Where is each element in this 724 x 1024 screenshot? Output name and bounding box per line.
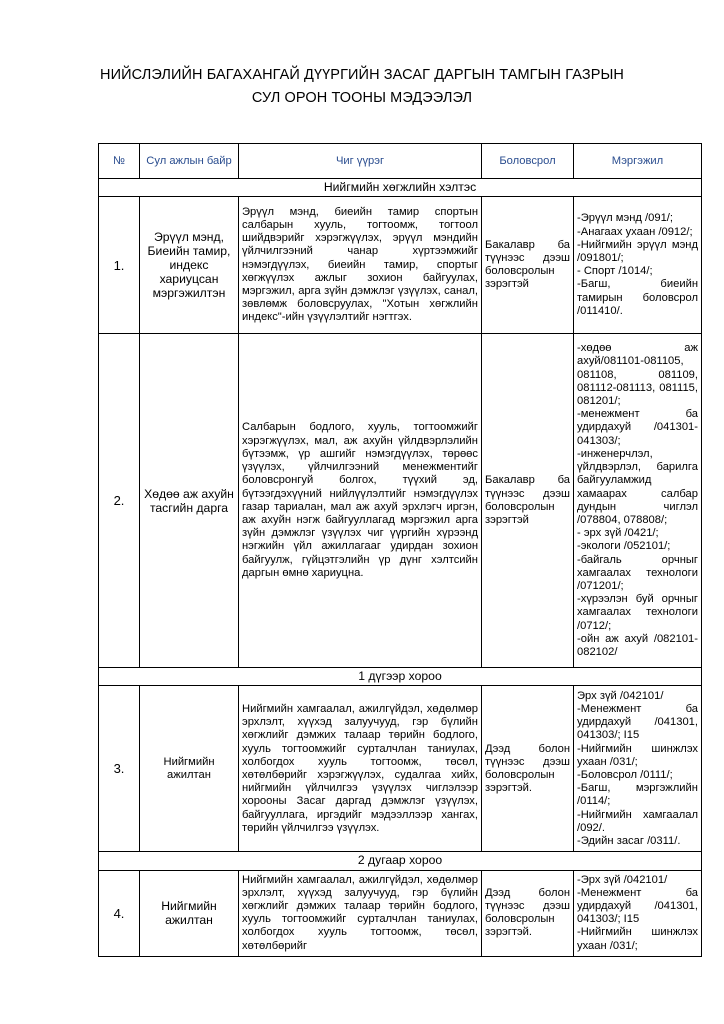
specialty-line: -Боловсрол /0111/; [577,768,673,781]
specialty-line: -Нийгмийн эрүүл мэнд /091801/; [577,238,698,264]
row-number: 2. [99,334,140,668]
row-duty: Салбарын бодлого, хууль, тогтоомжийг хэрэгжүүлэх, мал, аж ахуйн үйлдвэрлэлийн бүтээмж, үр ашгийг нэмэгдүүлэх, төрөөс үзүүлэх, үйлчилгээний менежментийг боловсронгуй болгох, түүхий эд, бүтээгдэхүүний нийлүүлэлтийг нэмэгдүүлэх газар тариалан, мал аж ахуй эрхлэгч иргэн, аж ахуйн нэгж байгууллагад мэргэжил арга зүйн дэмжлэг үзүүлэх чиг үүргийн хүрээнд нэгжийн үйл ажиллагааг удирдан зохион байгуулж, гүйцэтгэлийн үр дүнг хэлтсийн даргын өмнө хариуцна. [239,334,482,668]
row-duty: Эрүүл мэнд, биеийн тамир спортын салбарын хууль, тогтоомж, тогтоол шийдвэрийг хэрэгжүүлэх, эрүүл мэндийн үйлчилгээний чанар хүртээмжийг нэмэгдүүлэх, биеийн тамир, спортыг хөгжүүлэх ажлыг зохион байгуулах, мэргэжил, арга зүйн дэмжлэг үзүүлэх, санал, зөвлөмж боловсруулах, "Хотын хөгжлийн индекс"-ийн үзүүлэлтийг нэгтгэх. [239,197,482,334]
header-duty: Чиг үүрэг [239,144,482,179]
header-num: № [99,144,140,179]
row-position: Хөдөө аж ахуйн тасгийн дарга [140,334,239,668]
row-position: Нийгмийн ажилтан [140,870,239,956]
row-position: Нийгмийн ажилтан [140,686,239,852]
row-specialty [574,686,702,852]
specialty-line: -Менежмент ба удирдахуй /041301, 041303/; I15 [577,702,698,742]
header-specialty: Мэргэжил [574,144,702,179]
table-row [99,334,702,668]
section-row [99,668,702,686]
specialty-line: - эрх зүй /0421/; [577,527,659,540]
specialty-line: -экологи /052101/; [577,540,671,553]
section-row [99,179,702,197]
row-education: Бакалавр ба түүнээс дээш боловсролын зэрэгтэй [482,334,574,668]
vacancy-table [98,143,702,957]
header-education: Боловсрол [482,144,574,179]
row-duty: Нийгмийн хамгаалал, ажилгүйдэл, хөдөлмөр эрхлэлт, хүүхэд залуучууд, гэр бүлийн хөгжлийг дэмжих талаар төрийн бодлого, хууль тогтоомжийг сурталчлан таниулах, холбогдох хууль тогтоомж, төсөл, хөтөлбөрийг [239,870,482,956]
table-row [99,870,702,956]
specialty-line: - Спорт /1014/; [577,265,653,278]
row-specialty [574,870,702,956]
row-education: Бакалавр ба түүнээс дээш боловсролын зэрэгтэй [482,197,574,334]
table-row [99,197,702,334]
specialty-line: -Багш, биеийн тамирын боловсрол /011410/. [577,278,698,317]
table-header-row [99,144,702,179]
specialty-line: -Менежмент ба удирдахуй /041301, 041303/; I15 [577,886,698,926]
specialty-line: -инженерчлэл, үйлдвэрлэл, барилга байгууламжид хамаарах салбар дундын чиглэл /078804, 078808/; [577,447,698,526]
row-duty: Нийгмийн хамгаалал, ажилгүйдэл, хөдөлмөр эрхлэлт, хүүхэд залуучууд, гэр бүлийн хөгжлийг дэмжих талаар төрийн бодлого, хууль тогтоомжийг сурталчлан таниулах, холбогдох хууль тогтоомж, төсөл, хөтөлбөрийг хэрэгжүүлэх, судалгаа хийх, нийгмийн үйлчилгээ үзүүлэх чиглэлээр хорооны Засаг даргад дэмжлэг үзүүлэх, байгууллага, иргэдийг мэдээллээр хангах, төрийн үйлчилгээ үзүүлэх. [239,686,482,852]
specialty-line: -ойн аж ахуй /082101-082102/ [577,632,698,658]
specialty-line: -Нийгмийн шинжлэх ухаан /031/; [577,742,698,768]
specialty-line: -Эрх зүй /042101/ [577,873,668,886]
section-title: Нийгмийн хөгжлийн хэлтэс [99,179,702,197]
row-number: 1. [99,197,140,334]
document-title [0,64,724,110]
section-title: 2 дугаар хороо [99,852,702,870]
specialty-line: -Анагаах ухаан /0912/; [577,225,693,238]
specialty-line: -Эдийн засаг /0311/. [577,834,681,847]
title-line-1: НИЙСЛЭЛИЙН БАГАХАНГАЙ ДҮҮРГИЙН ЗАСАГ ДАРГЫН ТАМГЫН ГАЗРЫН [100,67,624,83]
row-number: 3. [99,686,140,852]
header-position: Сул ажлын байр [140,144,239,179]
specialty-line: -Эрүүл мэнд /091/; [577,212,674,225]
table-row [99,686,702,852]
row-education: Дээд болон түүнээс дээш боловсролын зэрэгтэй. [482,686,574,852]
specialty-line: Эрх зүй /042101/ [577,689,664,702]
section-row [99,852,702,870]
specialty-line: -байгаль орчныг хамгаалах технологи /071201/; [577,553,698,592]
row-specialty [574,334,702,668]
specialty-line: -хөдөө аж ахуй/081101-081105, 081108, 081109, 081112-081113, 081115, 081201/; [577,342,698,408]
specialty-line: -менежмент ба удирдахуй /041301-041303/; [577,408,698,447]
row-education: Дээд болон түүнээс дээш боловсролын зэрэгтэй. [482,870,574,956]
section-title: 1 дүгээр хороо [99,668,702,686]
specialty-line: -Нийгмийн шинжлэх ухаан /031/; [577,926,698,952]
specialty-line: -Багш, мэргэжлийн /0114/; [577,782,698,808]
row-specialty [574,197,702,334]
title-line-2: СУЛ ОРОН ТООНЫ МЭДЭЭЛЭЛ [251,90,473,106]
row-number: 4. [99,870,140,956]
specialty-line: -Нийгмийн хамгаалал /092/. [577,808,698,834]
specialty-line: -хүрээлэн буй орчныг хамгаалах технологи /0712/; [577,593,698,632]
row-position: Эрүүл мэнд, Биеийн тамир, индекс хариуцсан мэргэжилтэн [140,197,239,334]
